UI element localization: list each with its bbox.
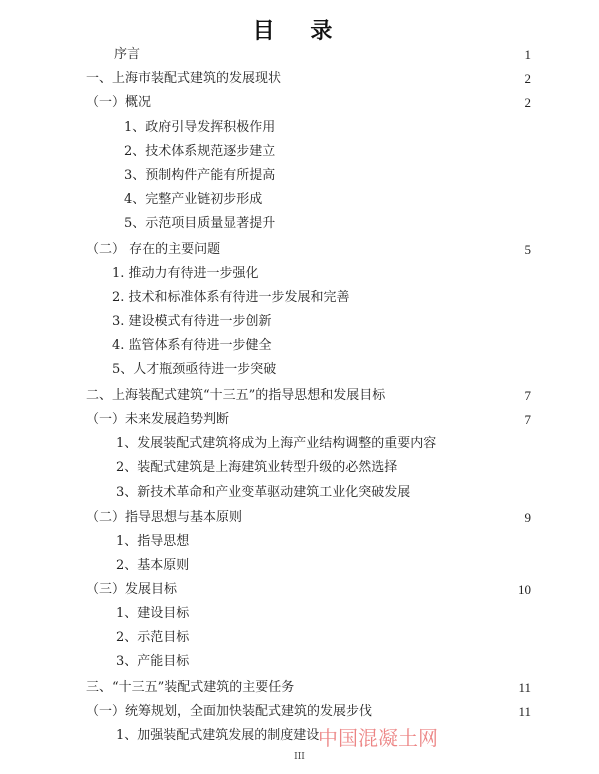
toc-entry[interactable] [0, 358, 599, 382]
toc-entry[interactable] [0, 164, 599, 188]
toc-entry-label: 序言 [114, 47, 141, 62]
toc-entry[interactable] [0, 481, 599, 505]
toc-entry-label: 一、上海市装配式建筑的发展现状 [86, 71, 282, 86]
toc-entry-page: 9 [524, 510, 531, 525]
toc-entry[interactable] [0, 700, 599, 724]
toc-entry[interactable] [0, 506, 599, 530]
toc-entry-label: （一）概况 [86, 95, 152, 110]
toc-entry-label: 1、指导思想 [116, 534, 190, 549]
toc-entry-label: 3、新技术革命和产业变革驱动建筑工业化突破发展 [116, 485, 411, 500]
page-title: 目 录 [252, 18, 347, 44]
toc-entry-page: 7 [524, 388, 531, 403]
toc-entry-label: （一）统筹规划，全面加快装配式建筑的发展步伐 [86, 704, 373, 719]
toc-entry[interactable] [0, 286, 599, 310]
toc-entry[interactable] [0, 530, 599, 554]
toc-entry[interactable] [0, 456, 599, 480]
toc-entry[interactable] [0, 602, 599, 626]
toc-entry[interactable] [0, 212, 599, 236]
toc-entry-label: 1、建设目标 [116, 606, 190, 621]
toc-entry[interactable] [0, 140, 599, 164]
toc-entry[interactable] [0, 91, 599, 115]
toc-entry-label: 2. 技术和标准体系有待进一步发展和完善 [112, 290, 350, 305]
toc-entry-page: 2 [524, 71, 531, 86]
toc-entry-label: （二） 存在的主要问题 [86, 242, 221, 257]
toc-entry[interactable] [0, 724, 599, 748]
toc-entry-page: 11 [518, 704, 531, 719]
toc-entry-label: 4、完整产业链初步形成 [124, 192, 263, 207]
toc-entry[interactable] [0, 384, 599, 408]
toc-entry-page: 7 [524, 412, 531, 427]
toc-entry[interactable] [0, 262, 599, 286]
toc-entry[interactable] [0, 188, 599, 212]
toc-entry-label: 3. 建设模式有待进一步创新 [112, 314, 272, 329]
toc-entry-label: 2、示范目标 [116, 630, 190, 645]
toc-entry-label: 5、人才瓶颈亟待进一步突破 [112, 362, 277, 377]
toc-entry[interactable] [0, 626, 599, 650]
toc-entry-label: （三）发展目标 [86, 582, 178, 597]
toc-entry-page: 5 [524, 242, 531, 257]
toc-entry-label: （一）未来发展趋势判断 [86, 412, 230, 427]
toc-entry[interactable] [0, 334, 599, 358]
toc-entry-page: 10 [518, 582, 531, 597]
watermark: 中国混凝土网 [318, 726, 438, 750]
toc-entry-label: 2、基本原则 [116, 558, 190, 573]
toc-entry[interactable] [0, 43, 599, 67]
toc-entry[interactable] [0, 676, 599, 700]
toc-entry-page: 11 [518, 680, 531, 695]
toc-entry-label: 2、装配式建筑是上海建筑业转型升级的必然选择 [116, 460, 398, 475]
toc-entry-label: 1、政府引导发挥积极作用 [124, 120, 276, 135]
toc-entry-label: 1、加强装配式建筑发展的制度建设 [116, 728, 320, 743]
toc-entry[interactable] [0, 432, 599, 456]
toc-entry-label: 二、上海装配式建筑“十三五”的指导思想和发展目标 [86, 388, 386, 403]
toc-entry[interactable] [0, 67, 599, 91]
toc-entry-label: 1. 推动力有待进一步强化 [112, 266, 259, 281]
toc-entry[interactable] [0, 238, 599, 262]
toc-entry-label: 1、发展装配式建筑将成为上海产业结构调整的重要内容 [116, 436, 437, 451]
toc-entry-page: 2 [524, 95, 531, 110]
toc-entry-label: 4. 监管体系有待进一步健全 [112, 338, 272, 353]
toc-entry-label: 三、“十三五”装配式建筑的主要任务 [86, 680, 295, 695]
toc-entry[interactable] [0, 578, 599, 602]
toc-entry-label: 2、技术体系规范逐步建立 [124, 144, 276, 159]
toc-entry-label: 5、示范项目质量显著提升 [124, 216, 276, 231]
toc-entry-page: 1 [524, 47, 531, 62]
toc-entry[interactable] [0, 310, 599, 334]
toc-entry[interactable] [0, 554, 599, 578]
toc-entry[interactable] [0, 116, 599, 140]
toc-entry[interactable] [0, 408, 599, 432]
page-number-footer: III [294, 752, 305, 762]
toc-entry-label: （二）指导思想与基本原则 [86, 510, 243, 525]
toc-entry-label: 3、预制构件产能有所提高 [124, 168, 276, 183]
toc-entry[interactable] [0, 650, 599, 674]
toc-entry-label: 3、产能目标 [116, 654, 190, 669]
